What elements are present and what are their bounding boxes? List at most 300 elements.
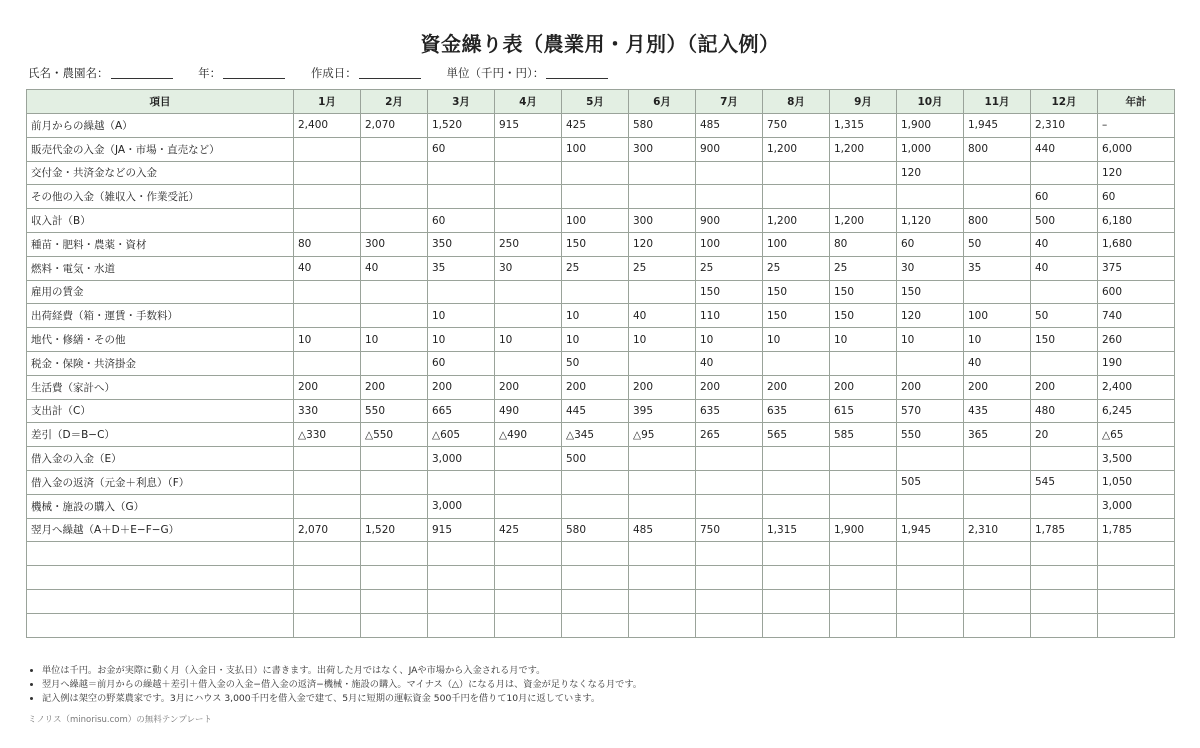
row-cell[interactable]: 200 xyxy=(763,375,830,399)
row-cell[interactable]: 615 xyxy=(830,399,897,423)
row-cell[interactable]: 200 xyxy=(562,375,629,399)
row-cell[interactable]: 6,245 xyxy=(1098,399,1175,423)
row-cell[interactable]: 40 xyxy=(629,304,696,328)
row-cell[interactable]: 1,315 xyxy=(763,518,830,542)
row-cell[interactable]: 2,070 xyxy=(361,114,428,138)
row-cell[interactable]: 80 xyxy=(294,232,361,256)
row-cell[interactable]: 40 xyxy=(294,256,361,280)
row-cell[interactable] xyxy=(562,566,629,590)
row-cell[interactable]: 485 xyxy=(696,114,763,138)
row-cell[interactable] xyxy=(964,161,1031,185)
row-label[interactable] xyxy=(27,542,294,566)
row-cell[interactable] xyxy=(629,447,696,471)
row-cell[interactable]: 30 xyxy=(495,256,562,280)
row-cell[interactable]: – xyxy=(1098,114,1175,138)
row-cell[interactable]: △605 xyxy=(428,423,495,447)
row-cell[interactable] xyxy=(696,447,763,471)
row-cell[interactable]: 480 xyxy=(1031,399,1098,423)
row-cell[interactable] xyxy=(495,280,562,304)
row-cell[interactable]: 1,945 xyxy=(897,518,964,542)
row-cell[interactable] xyxy=(763,542,830,566)
row-cell[interactable]: 200 xyxy=(361,375,428,399)
row-cell[interactable]: 1,680 xyxy=(1098,232,1175,256)
row-cell[interactable] xyxy=(1031,447,1098,471)
row-cell[interactable]: 150 xyxy=(897,280,964,304)
row-label[interactable] xyxy=(27,613,294,637)
row-cell[interactable]: 3,500 xyxy=(1098,447,1175,471)
row-cell[interactable] xyxy=(562,185,629,209)
row-cell[interactable] xyxy=(562,470,629,494)
row-cell[interactable]: 60 xyxy=(428,351,495,375)
row-cell[interactable] xyxy=(763,494,830,518)
row-cell[interactable]: 10 xyxy=(830,328,897,352)
row-cell[interactable]: 635 xyxy=(763,399,830,423)
row-cell[interactable] xyxy=(294,566,361,590)
row-cell[interactable] xyxy=(897,185,964,209)
row-cell[interactable]: 1,520 xyxy=(361,518,428,542)
row-cell[interactable]: 50 xyxy=(1031,304,1098,328)
row-label[interactable]: 種苗・肥料・農薬・資材 xyxy=(27,232,294,256)
row-cell[interactable] xyxy=(629,542,696,566)
row-cell[interactable] xyxy=(294,209,361,233)
row-cell[interactable]: 110 xyxy=(696,304,763,328)
row-label[interactable]: 地代・修繕・その他 xyxy=(27,328,294,352)
row-cell[interactable] xyxy=(495,589,562,613)
row-cell[interactable]: 200 xyxy=(830,375,897,399)
row-cell[interactable]: 200 xyxy=(495,375,562,399)
row-cell[interactable]: △550 xyxy=(361,423,428,447)
row-cell[interactable] xyxy=(428,470,495,494)
row-cell[interactable] xyxy=(1031,280,1098,304)
row-label[interactable] xyxy=(27,589,294,613)
row-cell[interactable]: 300 xyxy=(361,232,428,256)
row-cell[interactable] xyxy=(830,542,897,566)
row-cell[interactable]: 585 xyxy=(830,423,897,447)
row-cell[interactable] xyxy=(964,185,1031,209)
row-cell[interactable]: 1,315 xyxy=(830,114,897,138)
row-cell[interactable]: 300 xyxy=(629,209,696,233)
row-cell[interactable]: 150 xyxy=(830,304,897,328)
row-cell[interactable]: 365 xyxy=(964,423,1031,447)
row-cell[interactable] xyxy=(830,494,897,518)
row-cell[interactable]: 100 xyxy=(964,304,1031,328)
row-cell[interactable] xyxy=(964,542,1031,566)
row-cell[interactable] xyxy=(361,613,428,637)
row-cell[interactable] xyxy=(294,137,361,161)
row-cell[interactable]: 665 xyxy=(428,399,495,423)
row-cell[interactable]: 150 xyxy=(696,280,763,304)
row-cell[interactable] xyxy=(629,185,696,209)
row-cell[interactable]: 635 xyxy=(696,399,763,423)
row-cell[interactable]: 40 xyxy=(1031,232,1098,256)
row-cell[interactable] xyxy=(294,470,361,494)
row-cell[interactable]: 250 xyxy=(495,232,562,256)
row-cell[interactable] xyxy=(294,613,361,637)
row-label[interactable]: 交付金・共済金などの入金 xyxy=(27,161,294,185)
row-cell[interactable] xyxy=(1031,351,1098,375)
row-cell[interactable]: 100 xyxy=(696,232,763,256)
row-cell[interactable]: 2,400 xyxy=(294,114,361,138)
row-cell[interactable]: 100 xyxy=(562,137,629,161)
row-label[interactable]: 差引（D＝B−C） xyxy=(27,423,294,447)
row-cell[interactable]: 445 xyxy=(562,399,629,423)
row-cell[interactable] xyxy=(830,185,897,209)
row-cell[interactable]: 200 xyxy=(629,375,696,399)
row-cell[interactable] xyxy=(294,494,361,518)
row-cell[interactable] xyxy=(361,470,428,494)
row-cell[interactable] xyxy=(428,542,495,566)
row-cell[interactable] xyxy=(294,351,361,375)
row-cell[interactable]: 600 xyxy=(1098,280,1175,304)
row-cell[interactable] xyxy=(763,613,830,637)
row-cell[interactable] xyxy=(495,470,562,494)
row-cell[interactable]: 580 xyxy=(562,518,629,542)
row-cell[interactable]: 435 xyxy=(964,399,1031,423)
row-cell[interactable]: 1,785 xyxy=(1098,518,1175,542)
row-cell[interactable]: 1,785 xyxy=(1031,518,1098,542)
row-cell[interactable]: 60 xyxy=(428,209,495,233)
row-cell[interactable]: 3,000 xyxy=(428,494,495,518)
row-cell[interactable]: 120 xyxy=(1098,161,1175,185)
row-cell[interactable]: 190 xyxy=(1098,351,1175,375)
row-cell[interactable]: 500 xyxy=(562,447,629,471)
row-cell[interactable]: 10 xyxy=(361,328,428,352)
row-cell[interactable] xyxy=(696,566,763,590)
row-cell[interactable]: 800 xyxy=(964,137,1031,161)
row-cell[interactable]: 150 xyxy=(763,304,830,328)
row-cell[interactable]: 3,000 xyxy=(428,447,495,471)
row-cell[interactable]: 1,900 xyxy=(897,114,964,138)
row-cell[interactable] xyxy=(897,566,964,590)
row-cell[interactable]: 100 xyxy=(562,209,629,233)
row-label[interactable]: 借入金の入金（E） xyxy=(27,447,294,471)
row-cell[interactable]: 150 xyxy=(830,280,897,304)
row-cell[interactable]: 350 xyxy=(428,232,495,256)
row-cell[interactable]: 80 xyxy=(830,232,897,256)
row-cell[interactable]: 740 xyxy=(1098,304,1175,328)
row-cell[interactable]: 25 xyxy=(763,256,830,280)
row-cell[interactable] xyxy=(1098,566,1175,590)
row-cell[interactable]: 2,310 xyxy=(1031,114,1098,138)
row-cell[interactable] xyxy=(830,613,897,637)
row-cell[interactable]: 440 xyxy=(1031,137,1098,161)
row-cell[interactable]: 10 xyxy=(964,328,1031,352)
row-cell[interactable] xyxy=(629,494,696,518)
row-cell[interactable] xyxy=(830,470,897,494)
row-cell[interactable] xyxy=(763,447,830,471)
row-cell[interactable] xyxy=(964,470,1031,494)
row-cell[interactable]: 1,520 xyxy=(428,114,495,138)
row-cell[interactable]: 490 xyxy=(495,399,562,423)
row-cell[interactable]: 30 xyxy=(897,256,964,280)
row-cell[interactable] xyxy=(897,494,964,518)
row-cell[interactable] xyxy=(629,280,696,304)
row-cell[interactable] xyxy=(830,589,897,613)
row-cell[interactable] xyxy=(495,137,562,161)
row-cell[interactable]: 25 xyxy=(562,256,629,280)
row-cell[interactable] xyxy=(495,209,562,233)
row-cell[interactable] xyxy=(830,351,897,375)
row-cell[interactable]: 505 xyxy=(897,470,964,494)
row-cell[interactable]: 570 xyxy=(897,399,964,423)
row-cell[interactable]: 120 xyxy=(629,232,696,256)
row-cell[interactable]: 10 xyxy=(428,328,495,352)
row-cell[interactable] xyxy=(964,447,1031,471)
row-cell[interactable] xyxy=(495,161,562,185)
row-cell[interactable]: △330 xyxy=(294,423,361,447)
row-cell[interactable]: 100 xyxy=(763,232,830,256)
row-cell[interactable] xyxy=(964,589,1031,613)
row-cell[interactable] xyxy=(495,351,562,375)
row-label[interactable]: 販売代金の入金（JA・市場・直売など） xyxy=(27,137,294,161)
row-cell[interactable] xyxy=(495,304,562,328)
row-cell[interactable]: 200 xyxy=(294,375,361,399)
row-cell[interactable] xyxy=(696,542,763,566)
row-label[interactable]: 燃料・電気・水道 xyxy=(27,256,294,280)
row-cell[interactable]: △345 xyxy=(562,423,629,447)
row-cell[interactable] xyxy=(428,613,495,637)
row-cell[interactable] xyxy=(361,304,428,328)
row-cell[interactable] xyxy=(294,589,361,613)
row-cell[interactable] xyxy=(696,470,763,494)
row-cell[interactable]: 10 xyxy=(897,328,964,352)
row-cell[interactable] xyxy=(763,470,830,494)
row-cell[interactable] xyxy=(495,185,562,209)
row-cell[interactable] xyxy=(629,470,696,494)
row-cell[interactable] xyxy=(361,566,428,590)
row-cell[interactable] xyxy=(428,589,495,613)
row-cell[interactable] xyxy=(495,566,562,590)
row-cell[interactable]: △95 xyxy=(629,423,696,447)
row-label[interactable]: 前月からの繰越（A） xyxy=(27,114,294,138)
row-cell[interactable] xyxy=(428,566,495,590)
row-cell[interactable] xyxy=(361,494,428,518)
row-cell[interactable]: 60 xyxy=(897,232,964,256)
row-cell[interactable] xyxy=(629,613,696,637)
row-cell[interactable] xyxy=(763,351,830,375)
row-cell[interactable] xyxy=(495,494,562,518)
row-cell[interactable]: 200 xyxy=(428,375,495,399)
row-cell[interactable]: 500 xyxy=(1031,209,1098,233)
field-year-blank[interactable] xyxy=(223,67,285,79)
row-cell[interactable]: 10 xyxy=(629,328,696,352)
row-cell[interactable] xyxy=(562,613,629,637)
row-cell[interactable]: 3,000 xyxy=(1098,494,1175,518)
row-cell[interactable]: 915 xyxy=(428,518,495,542)
row-cell[interactable] xyxy=(1031,566,1098,590)
row-cell[interactable]: 750 xyxy=(696,518,763,542)
row-cell[interactable]: 10 xyxy=(696,328,763,352)
row-cell[interactable] xyxy=(964,494,1031,518)
row-cell[interactable]: 580 xyxy=(629,114,696,138)
row-cell[interactable]: 1,945 xyxy=(964,114,1031,138)
row-cell[interactable]: 1,050 xyxy=(1098,470,1175,494)
row-cell[interactable]: 10 xyxy=(294,328,361,352)
row-cell[interactable] xyxy=(361,209,428,233)
row-cell[interactable]: 40 xyxy=(361,256,428,280)
row-cell[interactable] xyxy=(696,589,763,613)
row-cell[interactable] xyxy=(696,613,763,637)
row-cell[interactable]: 425 xyxy=(495,518,562,542)
row-cell[interactable] xyxy=(1031,589,1098,613)
row-cell[interactable] xyxy=(428,161,495,185)
row-cell[interactable]: 1,200 xyxy=(763,209,830,233)
row-cell[interactable]: 900 xyxy=(696,137,763,161)
row-cell[interactable] xyxy=(1098,542,1175,566)
row-cell[interactable] xyxy=(763,566,830,590)
row-cell[interactable]: 550 xyxy=(361,399,428,423)
row-cell[interactable]: 40 xyxy=(1031,256,1098,280)
row-cell[interactable] xyxy=(361,137,428,161)
row-cell[interactable] xyxy=(495,542,562,566)
row-cell[interactable] xyxy=(562,542,629,566)
field-unit-blank[interactable] xyxy=(546,67,608,79)
row-cell[interactable]: 25 xyxy=(830,256,897,280)
row-cell[interactable] xyxy=(696,494,763,518)
row-cell[interactable] xyxy=(763,185,830,209)
row-cell[interactable]: 60 xyxy=(1098,185,1175,209)
row-label[interactable]: 収入計（B） xyxy=(27,209,294,233)
row-cell[interactable]: 2,310 xyxy=(964,518,1031,542)
row-cell[interactable]: 1,200 xyxy=(763,137,830,161)
row-cell[interactable]: 395 xyxy=(629,399,696,423)
row-label[interactable]: 出荷経費（箱・運賃・手数料） xyxy=(27,304,294,328)
row-cell[interactable]: 6,000 xyxy=(1098,137,1175,161)
row-cell[interactable] xyxy=(830,566,897,590)
row-cell[interactable] xyxy=(964,566,1031,590)
row-cell[interactable]: △65 xyxy=(1098,423,1175,447)
row-cell[interactable]: 35 xyxy=(964,256,1031,280)
row-cell[interactable] xyxy=(1031,613,1098,637)
row-cell[interactable]: 40 xyxy=(696,351,763,375)
row-cell[interactable] xyxy=(495,447,562,471)
row-cell[interactable]: 800 xyxy=(964,209,1031,233)
row-cell[interactable]: 425 xyxy=(562,114,629,138)
row-cell[interactable]: 375 xyxy=(1098,256,1175,280)
row-cell[interactable]: 750 xyxy=(763,114,830,138)
row-cell[interactable] xyxy=(629,351,696,375)
row-cell[interactable]: 1,200 xyxy=(830,209,897,233)
row-cell[interactable]: 60 xyxy=(1031,185,1098,209)
row-cell[interactable] xyxy=(763,589,830,613)
row-cell[interactable] xyxy=(361,161,428,185)
row-cell[interactable]: 35 xyxy=(428,256,495,280)
row-cell[interactable] xyxy=(495,613,562,637)
row-cell[interactable] xyxy=(361,542,428,566)
row-cell[interactable] xyxy=(964,280,1031,304)
row-cell[interactable] xyxy=(294,161,361,185)
row-cell[interactable]: 50 xyxy=(562,351,629,375)
row-cell[interactable]: 10 xyxy=(562,328,629,352)
row-cell[interactable]: 1,000 xyxy=(897,137,964,161)
row-cell[interactable] xyxy=(696,161,763,185)
row-label[interactable]: 支出計（C） xyxy=(27,399,294,423)
row-cell[interactable] xyxy=(897,589,964,613)
row-cell[interactable] xyxy=(897,351,964,375)
row-cell[interactable] xyxy=(897,542,964,566)
row-cell[interactable] xyxy=(562,589,629,613)
row-cell[interactable]: 120 xyxy=(897,304,964,328)
row-cell[interactable]: 1,200 xyxy=(830,137,897,161)
row-cell[interactable]: 1,120 xyxy=(897,209,964,233)
row-cell[interactable]: 10 xyxy=(562,304,629,328)
row-cell[interactable] xyxy=(294,542,361,566)
row-cell[interactable]: 20 xyxy=(1031,423,1098,447)
field-name-blank[interactable] xyxy=(111,67,173,79)
row-cell[interactable]: 10 xyxy=(428,304,495,328)
row-cell[interactable]: 10 xyxy=(495,328,562,352)
row-cell[interactable]: 550 xyxy=(897,423,964,447)
row-cell[interactable] xyxy=(897,447,964,471)
row-cell[interactable]: 150 xyxy=(562,232,629,256)
row-cell[interactable] xyxy=(830,447,897,471)
row-cell[interactable]: 915 xyxy=(495,114,562,138)
row-cell[interactable]: 150 xyxy=(1031,328,1098,352)
row-cell[interactable] xyxy=(361,280,428,304)
row-cell[interactable]: △490 xyxy=(495,423,562,447)
row-cell[interactable] xyxy=(361,447,428,471)
row-cell[interactable]: 25 xyxy=(629,256,696,280)
row-cell[interactable]: 120 xyxy=(897,161,964,185)
row-cell[interactable] xyxy=(294,185,361,209)
row-cell[interactable]: 200 xyxy=(696,375,763,399)
row-label[interactable]: 機械・施設の購入（G） xyxy=(27,494,294,518)
row-cell[interactable] xyxy=(294,304,361,328)
row-cell[interactable]: 265 xyxy=(696,423,763,447)
row-cell[interactable]: 6,180 xyxy=(1098,209,1175,233)
row-cell[interactable]: 2,070 xyxy=(294,518,361,542)
row-cell[interactable]: 60 xyxy=(428,137,495,161)
row-cell[interactable]: 200 xyxy=(1031,375,1098,399)
row-cell[interactable] xyxy=(629,589,696,613)
row-cell[interactable] xyxy=(1098,613,1175,637)
row-cell[interactable] xyxy=(763,161,830,185)
row-cell[interactable] xyxy=(428,280,495,304)
row-cell[interactable] xyxy=(562,280,629,304)
row-cell[interactable]: 50 xyxy=(964,232,1031,256)
row-cell[interactable] xyxy=(696,185,763,209)
row-label[interactable]: その他の入金（雑収入・作業受託） xyxy=(27,185,294,209)
row-cell[interactable]: 300 xyxy=(629,137,696,161)
row-cell[interactable] xyxy=(361,351,428,375)
row-cell[interactable]: 260 xyxy=(1098,328,1175,352)
row-cell[interactable]: 25 xyxy=(696,256,763,280)
row-label[interactable]: 翌月へ繰越（A＋D＋E−F−G） xyxy=(27,518,294,542)
row-cell[interactable]: 565 xyxy=(763,423,830,447)
row-cell[interactable] xyxy=(361,185,428,209)
row-cell[interactable] xyxy=(428,185,495,209)
row-cell[interactable]: 200 xyxy=(897,375,964,399)
row-cell[interactable] xyxy=(897,613,964,637)
row-cell[interactable]: 150 xyxy=(763,280,830,304)
row-cell[interactable]: 485 xyxy=(629,518,696,542)
row-label[interactable]: 雇用の賃金 xyxy=(27,280,294,304)
row-cell[interactable] xyxy=(1031,161,1098,185)
row-cell[interactable]: 200 xyxy=(964,375,1031,399)
row-label[interactable]: 借入金の返済（元金＋利息）（F） xyxy=(27,470,294,494)
row-cell[interactable] xyxy=(1098,589,1175,613)
row-cell[interactable]: 330 xyxy=(294,399,361,423)
row-cell[interactable] xyxy=(361,589,428,613)
row-cell[interactable]: 1,900 xyxy=(830,518,897,542)
row-cell[interactable] xyxy=(1031,542,1098,566)
row-cell[interactable] xyxy=(629,161,696,185)
row-cell[interactable] xyxy=(562,161,629,185)
row-cell[interactable] xyxy=(294,280,361,304)
row-cell[interactable]: 900 xyxy=(696,209,763,233)
row-label[interactable]: 生活費（家計へ） xyxy=(27,375,294,399)
row-cell[interactable]: 545 xyxy=(1031,470,1098,494)
